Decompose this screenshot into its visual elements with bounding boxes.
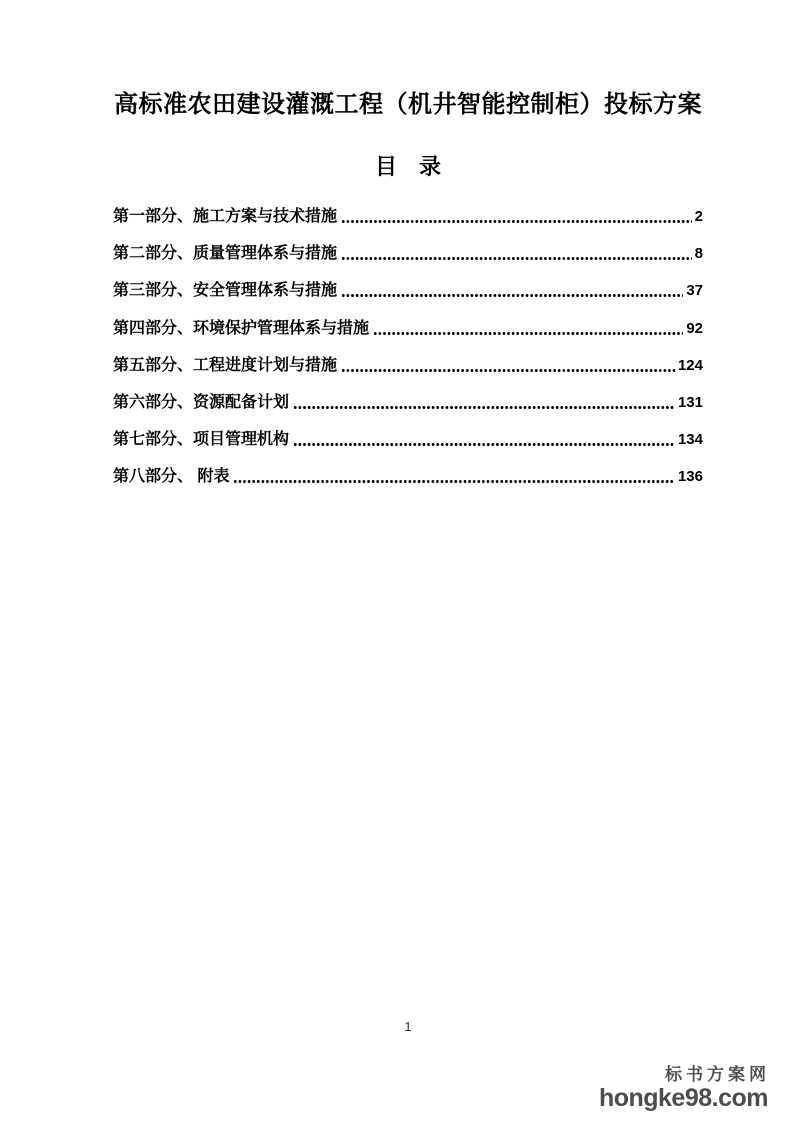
toc-entry-label: 第四部分、环境保护管理体系与措施 [113,319,370,337]
toc-entry[interactable] [113,207,703,244]
toc-entry-page: 92 [686,319,703,337]
toc-entry-page: 136 [677,468,703,486]
toc-leader-dots [293,393,675,412]
toc-entry-label: 第三部分、安全管理体系与措施 [113,282,338,300]
toc-entry-page: 124 [677,356,703,374]
toc-entry[interactable] [113,244,703,281]
toc-entry-page: 2 [694,208,703,225]
toc-leader-dots [233,467,675,486]
toc-entry-page: 131 [677,393,703,411]
toc-leader-dots [341,207,692,226]
toc-entry-page: 37 [686,282,703,300]
toc-entry[interactable] [113,281,703,318]
document-title: 高标准农田建设灌溉工程（机井智能控制柜）投标方案 [114,91,702,118]
toc-entry-label: 第七部分、项目管理机构 [113,431,290,449]
toc-leader-dots [373,319,683,338]
toc-heading: 目 录 [374,154,441,179]
toc-entry[interactable] [113,467,703,504]
toc-entry[interactable] [113,319,703,356]
toc-leader-dots [341,356,675,375]
toc-entry-label: 第五部分、工程进度计划与措施 [113,356,338,374]
toc-entry-label: 第二部分、质量管理体系与措施 [113,245,338,263]
watermark-site-name: 标书方案网 [665,1065,770,1084]
watermark [599,1066,768,1111]
toc-entry[interactable] [113,393,703,430]
toc-leader-dots [293,430,675,449]
toc-entry[interactable] [113,356,703,393]
page-number: 1 [404,1019,412,1034]
toc-leader-dots [341,281,683,300]
toc-entry-page: 8 [694,245,703,263]
toc-entry[interactable] [113,430,703,467]
toc-entry-label: 第一部分、施工方案与技术措施 [113,208,338,225]
toc-entry-page: 134 [677,431,703,449]
toc-list [113,207,703,505]
toc-entry-label: 第六部分、资源配备计划 [113,393,290,411]
toc-entry-label: 第八部分、 附表 [113,468,230,486]
toc-leader-dots [341,244,692,263]
watermark-site-url[interactable]: hongke98.com [598,1084,768,1112]
